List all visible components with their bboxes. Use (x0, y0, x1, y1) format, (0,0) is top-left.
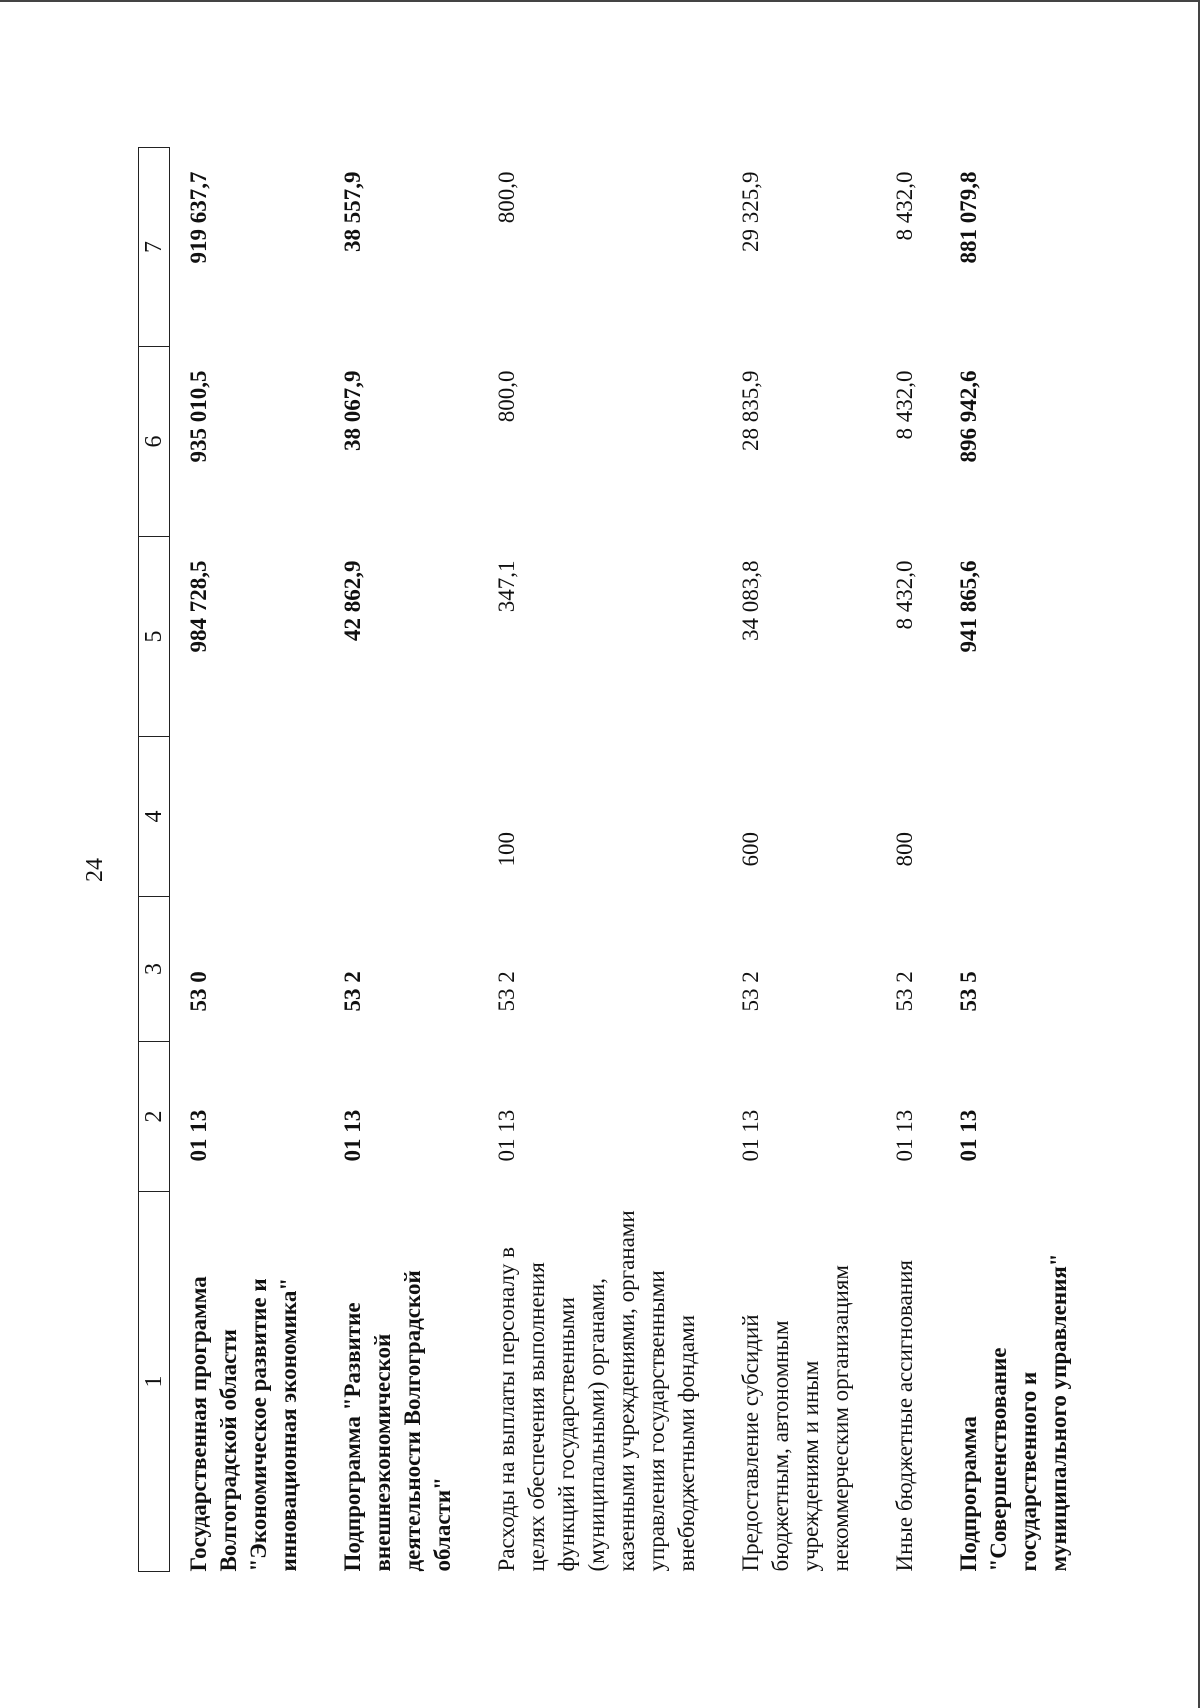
row-value-5: 984 728,5 (186, 560, 211, 653)
row-expense-type: 100 (494, 832, 519, 867)
column-header-5: 5 (139, 537, 170, 737)
row-expense-type: 600 (738, 832, 763, 867)
row-section: 01 13 (494, 1109, 519, 1162)
table-row (872, 148, 936, 1572)
row-value-5: 941 865,6 (956, 560, 981, 653)
row-expense-type: 800 (892, 832, 917, 867)
row-section: 01 13 (738, 1109, 763, 1162)
row-name: Предоставление субсидий бюджетным, автономным учреждениям и иным некоммерческим организациям (738, 1265, 853, 1572)
row-expense-type (320, 737, 474, 897)
row-value-5: 8 432,0 (892, 560, 917, 630)
page-number: 24 (82, 858, 108, 882)
column-header-4: 4 (139, 737, 170, 897)
row-name: Расходы на выплаты персоналу в целях обеспечения выполнения функций государственными (муниципальными) органами, казенными учреждениями, органами управления государственными внебюджетными фондами (494, 1210, 699, 1572)
column-header-3: 3 (139, 897, 170, 1042)
row-target: 53 2 (340, 971, 365, 1012)
row-value-5: 347,1 (494, 560, 519, 613)
row-expense-type (936, 737, 1090, 897)
budget-table (138, 147, 1090, 1572)
table-row (320, 148, 474, 1572)
row-value-5: 42 862,9 (340, 560, 365, 641)
row-value-7: 881 079,8 (956, 171, 981, 264)
row-target: 53 0 (186, 971, 211, 1012)
row-target: 53 2 (738, 971, 763, 1012)
column-header-6: 6 (139, 347, 170, 537)
row-value-6: 38 067,9 (340, 370, 365, 451)
row-value-7: 38 557,9 (340, 171, 365, 252)
row-value-6: 935 010,5 (186, 370, 211, 463)
row-target: 53 5 (956, 971, 981, 1012)
row-section: 01 13 (340, 1109, 365, 1162)
rotated-page (80, 150, 1120, 1590)
column-header-1: 1 (139, 1192, 170, 1572)
row-value-7: 800,0 (494, 171, 519, 224)
row-value-7: 8 432,0 (892, 171, 917, 241)
table-header-row (139, 148, 170, 1572)
row-section: 01 13 (186, 1109, 211, 1162)
row-section: 01 13 (892, 1109, 917, 1162)
row-name: Иные бюджетные ассигнования (892, 1260, 917, 1572)
row-value-5: 34 083,8 (738, 560, 763, 641)
row-target: 53 2 (892, 971, 917, 1012)
row-value-6: 8 432,0 (892, 370, 917, 440)
row-value-6: 800,0 (494, 370, 519, 423)
column-header-7: 7 (139, 148, 170, 347)
table-row (170, 148, 321, 1572)
row-section: 01 13 (956, 1109, 981, 1162)
table-row (474, 148, 718, 1572)
row-value-6: 28 835,9 (738, 370, 763, 451)
row-target: 53 2 (494, 971, 519, 1012)
row-value-6: 896 942,6 (956, 370, 981, 463)
table-row (936, 148, 1090, 1572)
row-name: Подпрограмма "Развитие внешнеэкономической деятельности Волгоградской области" (340, 1270, 455, 1572)
row-name: Государственная программа Волгоградской области "Экономическое развитие и инновационная экономика" (186, 1276, 301, 1572)
table-row (718, 148, 872, 1572)
column-header-2: 2 (139, 1042, 170, 1192)
row-name: Подпрограмма "Совершенствование государственного и муниципального управления" (956, 1253, 1071, 1572)
row-value-7: 29 325,9 (738, 171, 763, 252)
row-expense-type (170, 737, 321, 897)
row-value-7: 919 637,7 (186, 171, 211, 264)
